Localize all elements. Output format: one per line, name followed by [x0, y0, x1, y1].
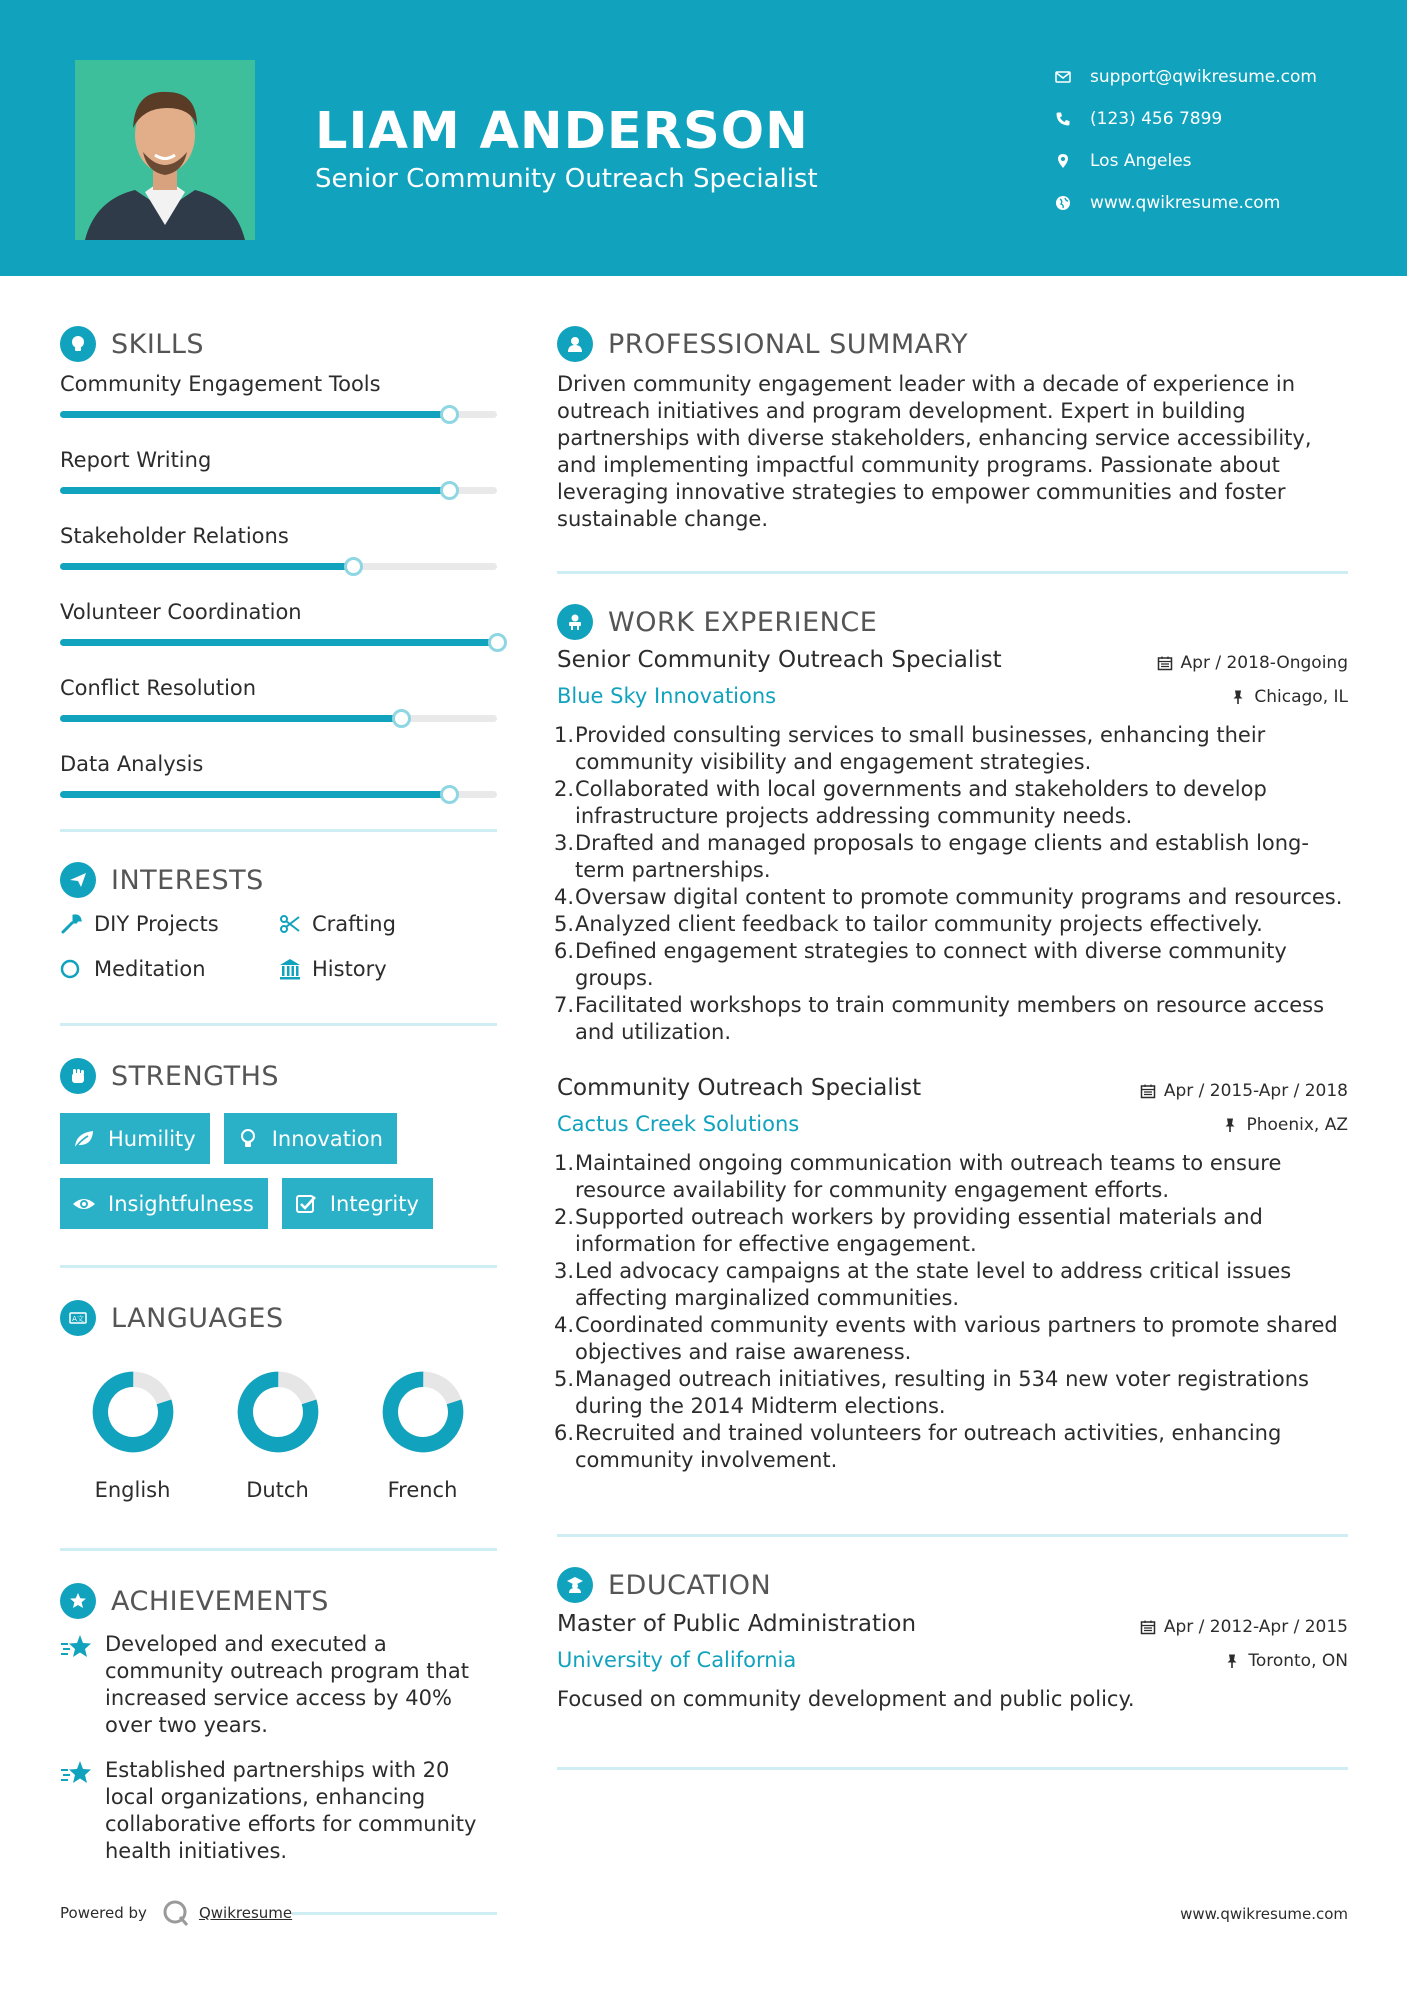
achievement-item [60, 1757, 497, 1865]
education-location [1224, 1651, 1348, 1671]
contact-location-text: Los Angeles [1090, 151, 1192, 171]
skill-bar-knob [392, 709, 411, 728]
envelope-icon [1055, 69, 1090, 85]
candidate-name: LIAM ANDERSON [315, 102, 809, 161]
job-bullet: Coordinated community events with various partners to promote shared objectives and raise awareness. [575, 1313, 1338, 1364]
education-heading [557, 1565, 1348, 1605]
skills-heading [60, 324, 497, 364]
job-bullet: Defined engagement strategies to connect with diverse community groups. [575, 939, 1287, 990]
job-bullet: Analyzed client feedback to tailor community projects effectively. [575, 912, 1263, 936]
star-icon [60, 1633, 94, 1663]
interest-label: Crafting [312, 911, 396, 936]
education-entry [557, 1611, 1348, 1713]
skill-bar [60, 411, 497, 418]
wrench-icon [60, 912, 84, 936]
calendar-icon [1140, 1083, 1156, 1099]
section-divider [60, 829, 497, 832]
skill-bar [60, 715, 497, 722]
skills-list [60, 372, 497, 828]
job-entry [557, 1075, 1348, 1474]
pushpin-icon [1222, 1117, 1238, 1133]
education-degree: Master of Public Administration [557, 1611, 917, 1637]
globe-icon [1055, 195, 1090, 211]
achievements-heading [60, 1581, 497, 1621]
skill-bar [60, 563, 497, 570]
summary-heading [557, 324, 1348, 364]
header-banner [0, 0, 1407, 276]
powered-by-label: Powered by [60, 1904, 147, 1922]
education-subheader [557, 1648, 1348, 1686]
star-icon [60, 1759, 94, 1789]
job-bullets [557, 722, 1348, 1046]
skill-item [60, 676, 497, 752]
strength-label: Insightfulness [108, 1191, 254, 1216]
job-bullet: Maintained ongoing communication with outreach teams to ensure resource availability for community engagement efforts. [575, 1151, 1282, 1202]
skill-item [60, 448, 497, 524]
graduate-icon [557, 1567, 593, 1603]
candidate-title: Senior Community Outreach Specialist [315, 164, 818, 194]
job-location-text: Chicago, IL [1254, 687, 1348, 707]
experience-title: WORK EXPERIENCE [608, 606, 878, 638]
skill-item [60, 600, 497, 676]
job-bullet: Supported outreach workers by providing essential materials and information for effective engagement. [575, 1205, 1263, 1256]
briefcase-icon [557, 604, 593, 640]
job-bullet: Facilitated workshops to train community members on resource access and utilization. [575, 993, 1325, 1044]
qwikresume-logo-icon [161, 1898, 191, 1928]
contact-website[interactable] [1055, 182, 1317, 224]
job-title: Senior Community Outreach Specialist [557, 647, 1002, 673]
language-label: Dutch [246, 1478, 309, 1502]
language-donut-arc [236, 1371, 318, 1453]
education-school: University of California [557, 1648, 797, 1672]
skill-bar [60, 487, 497, 494]
skill-bar-fill [60, 411, 449, 418]
skill-label: Data Analysis [60, 752, 204, 776]
contact-email-text: support@qwikresume.com [1090, 67, 1317, 87]
interest-label: Meditation [94, 956, 206, 981]
scissors-icon [278, 912, 302, 936]
leaf-icon [72, 1127, 96, 1151]
education-description: Focused on community development and public policy. [557, 1687, 1135, 1711]
section-divider [60, 1265, 497, 1268]
contact-email[interactable] [1055, 56, 1317, 98]
language-icon [60, 1300, 96, 1336]
svg-text:A文: A文 [72, 1315, 84, 1323]
section-divider [557, 571, 1348, 574]
skill-label: Stakeholder Relations [60, 524, 289, 548]
job-subheader [557, 1112, 1348, 1150]
language-donut [375, 1364, 471, 1460]
job-date [1140, 1081, 1348, 1101]
strengths-title: STRENGTHS [111, 1060, 280, 1092]
skill-bar-knob [488, 633, 507, 652]
job-location [1230, 687, 1348, 707]
job-header [557, 1075, 1348, 1112]
eye-icon [72, 1192, 96, 1216]
job-bullet: Managed outreach initiatives, resulting in 534 new voter registrations during the 2014 Midterm elections. [575, 1367, 1309, 1418]
job-bullet: Oversaw digital content to promote community programs and resources. [575, 885, 1343, 909]
interest-item [278, 910, 497, 937]
section-divider [557, 1767, 1348, 1770]
language-item [60, 1364, 205, 1502]
skill-item [60, 524, 497, 600]
job-date [1157, 653, 1348, 673]
skill-bar-knob [440, 481, 459, 500]
skill-label: Conflict Resolution [60, 676, 257, 700]
skill-label: Volunteer Coordination [60, 600, 302, 624]
right-column [557, 276, 1348, 1770]
achievements-list [60, 1631, 497, 1865]
contact-website-text: www.qwikresume.com [1090, 193, 1281, 213]
strength-tag [60, 1113, 210, 1164]
skill-bar-knob [344, 557, 363, 576]
language-label: French [387, 1478, 458, 1502]
job-bullets [557, 1150, 1348, 1474]
section-divider [557, 1534, 1348, 1537]
language-donut [230, 1364, 326, 1460]
education-date-text: Apr / 2012-Apr / 2015 [1163, 1617, 1348, 1637]
calendar-icon [1157, 655, 1173, 671]
job-title: Community Outreach Specialist [557, 1075, 922, 1101]
strengths-heading [60, 1056, 497, 1096]
job-bullet: Collaborated with local governments and stakeholders to develop infrastructure projects addressing community needs. [575, 777, 1267, 828]
check-square-icon [294, 1192, 318, 1216]
language-donut [85, 1364, 181, 1460]
skill-bar-fill [60, 791, 449, 798]
fist-icon [60, 1058, 96, 1094]
skill-item [60, 372, 497, 448]
star-badge-icon [60, 1583, 96, 1619]
contact-phone[interactable] [1055, 98, 1317, 140]
experience-heading [557, 602, 1348, 642]
languages-heading [60, 1298, 497, 1338]
job-date-text: Apr / 2015-Apr / 2018 [1163, 1081, 1348, 1101]
footer-divider [290, 1912, 497, 1915]
interest-item [278, 955, 497, 982]
skill-bar-fill [60, 563, 353, 570]
languages-title: LANGUAGES [111, 1302, 284, 1334]
interests-heading [60, 860, 497, 900]
interests-title: INTERESTS [111, 864, 264, 896]
achievement-text: Developed and executed a community outreach program that increased service access by 40% over two years. [105, 1632, 469, 1737]
skill-bar [60, 791, 497, 798]
language-donut-arc [91, 1371, 173, 1453]
education-header [557, 1611, 1348, 1648]
strength-tag [60, 1178, 268, 1229]
contact-location [1055, 140, 1317, 182]
job-bullet: Provided consulting services to small businesses, enhancing their community visibility and engagement strategies. [575, 723, 1266, 774]
strengths-list [60, 1113, 497, 1229]
pushpin-icon [1224, 1653, 1240, 1669]
achievements-title: ACHIEVEMENTS [111, 1585, 329, 1617]
contact-phone-text: (123) 456 7899 [1090, 109, 1223, 129]
job-bullet: Recruited and trained volunteers for outreach activities, enhancing community involvement. [575, 1421, 1282, 1472]
achievement-item [60, 1631, 497, 1739]
left-column [60, 276, 497, 1883]
interest-label: History [312, 956, 387, 981]
user-icon [557, 326, 593, 362]
job-header [557, 647, 1348, 684]
achievement-text: Established partnerships with 20 local organizations, enhancing collaborative efforts for community health initiatives. [105, 1758, 477, 1863]
job-location [1222, 1115, 1348, 1135]
strength-tag [224, 1113, 397, 1164]
skill-bar-knob [440, 405, 459, 424]
skill-bar-fill [60, 639, 497, 646]
job-company: Blue Sky Innovations [557, 684, 777, 708]
education-location-text: Toronto, ON [1248, 1651, 1348, 1671]
phone-icon [1055, 111, 1090, 127]
paper-plane-icon [60, 862, 96, 898]
skill-item [60, 752, 497, 828]
section-divider [60, 1023, 497, 1026]
qwikresume-link[interactable]: Qwikresume [198, 1904, 293, 1922]
job-subheader [557, 684, 1348, 722]
footer-url[interactable]: www.qwikresume.com [1180, 1905, 1348, 1923]
pushpin-icon [1230, 689, 1246, 705]
interests-list [60, 910, 497, 982]
job-bullet: Drafted and managed proposals to engage clients and establish long-term partnerships. [575, 831, 1309, 882]
skill-bar-fill [60, 715, 401, 722]
language-item [350, 1364, 495, 1502]
language-donut-arc [381, 1371, 463, 1453]
job-bullet: Led advocacy campaigns at the state level to address critical issues affecting marginalized communities. [575, 1259, 1292, 1310]
strength-tag [282, 1178, 433, 1229]
strength-label: Integrity [329, 1191, 419, 1216]
lightbulb-icon [236, 1127, 260, 1151]
education-date [1140, 1617, 1348, 1637]
summary-title: PROFESSIONAL SUMMARY [608, 328, 969, 360]
skill-label: Community Engagement Tools [60, 372, 381, 396]
map-pin-icon [1055, 153, 1090, 169]
skill-label: Report Writing [60, 448, 212, 472]
education-title: EDUCATION [608, 1569, 772, 1601]
museum-icon [278, 957, 302, 981]
job-entry [557, 647, 1348, 1046]
language-label: English [94, 1478, 171, 1502]
circle-icon [60, 957, 84, 981]
lightbulb-icon [60, 326, 96, 362]
job-company: Cactus Creek Solutions [557, 1112, 800, 1136]
languages-list [60, 1364, 497, 1502]
contact-list [1055, 56, 1317, 224]
skill-bar-fill [60, 487, 449, 494]
profile-photo [75, 60, 255, 240]
skills-title: SKILLS [111, 328, 205, 360]
footer-powered-by [60, 1895, 497, 1931]
summary-text: Driven community engagement leader with a decade of experience in outreach initiatives and program development. Expert in building partnerships with diverse stakeholders, enhancing service accessibility, and implementing impactful community programs. Passionate about leveraging innovative strategies to empower communities and foster sustainable change. [557, 372, 1312, 531]
interest-item [60, 955, 278, 982]
skill-bar-knob [440, 785, 459, 804]
section-divider [60, 1548, 497, 1551]
job-date-text: Apr / 2018-Ongoing [1180, 653, 1348, 673]
strength-label: Humility [108, 1126, 196, 1151]
skill-bar [60, 639, 497, 646]
calendar-icon [1140, 1619, 1156, 1635]
interest-item [60, 910, 278, 937]
strength-label: Innovation [271, 1126, 383, 1151]
language-item [205, 1364, 350, 1502]
job-location-text: Phoenix, AZ [1246, 1115, 1348, 1135]
interest-label: DIY Projects [94, 911, 219, 936]
